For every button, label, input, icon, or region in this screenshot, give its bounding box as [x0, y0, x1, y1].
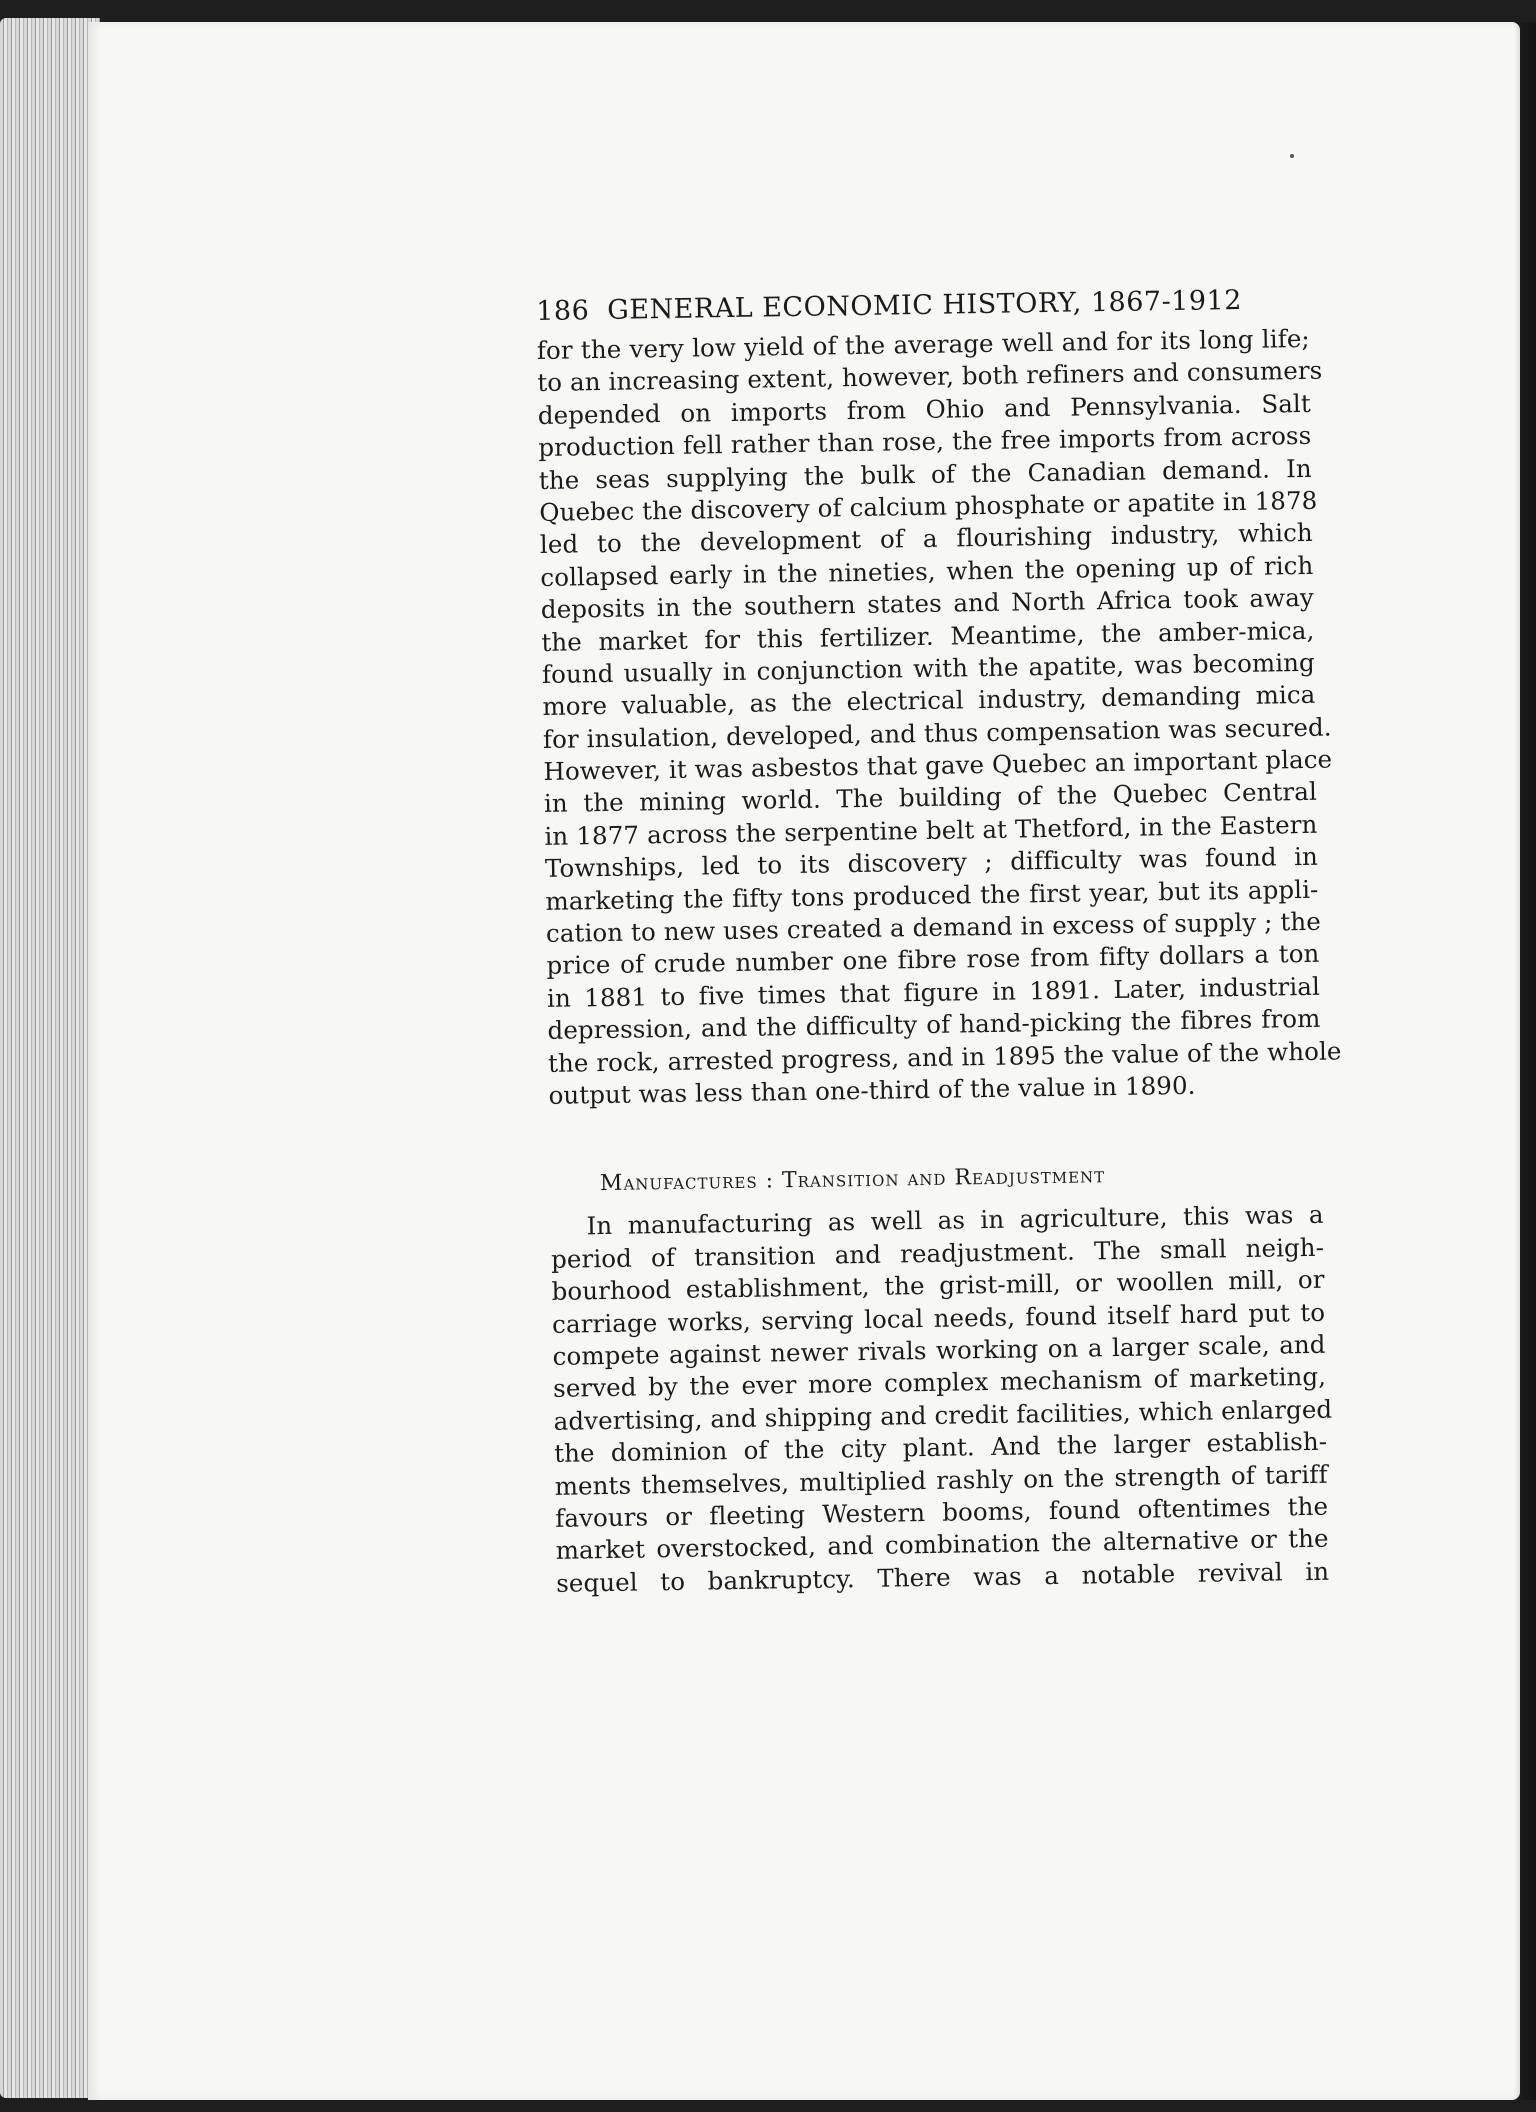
text-line: for insulation, developed, and thus compensation was secured. — [542, 712, 1332, 754]
text-line: cation to new uses created a demand in excess of supply ; the — [545, 906, 1322, 948]
text-line: price of crude number one fibre rose from fifty dollars a ton — [546, 939, 1320, 981]
text-line: the rock, arrested progress, and in 1895 the value of the whole — [547, 1036, 1342, 1078]
text-line: market overstocked, and combination the alternative or the — [555, 1523, 1329, 1566]
speck-mark — [1290, 154, 1294, 158]
text-line: advertising, and shipping and credit facilities, which enlarged — [553, 1394, 1333, 1436]
text-line: depended on imports from Ohio and Pennsylvania. Salt — [537, 388, 1312, 430]
running-head-title: GENERAL ECONOMIC HISTORY, 1867-1912 — [607, 284, 1243, 326]
text-line: deposits in the southern states and North Africa took away — [540, 582, 1315, 625]
text-line: the seas supplying the bulk of the Canadian demand. In — [538, 453, 1313, 495]
page-stack-edges — [0, 18, 100, 2098]
text-line: in 1881 to five times that figure in 1891. Later, industrial — [546, 971, 1321, 1013]
text-line: output was less than one-third of the value in 1890. — [548, 1070, 1196, 1110]
paragraph-2 — [550, 1199, 1333, 1600]
text-line: carriage works, serving local needs, found itself hard put to — [551, 1297, 1326, 1339]
text-line: However, it was asbestos that gave Quebec an important place — [543, 744, 1333, 787]
page-number: 186 — [536, 295, 590, 327]
text-line: Quebec the discovery of calcium phosphate or apatite in 1878 — [539, 485, 1318, 527]
text-line: sequel to bankruptcy. There was a notable revival in — [555, 1556, 1330, 1598]
text-line: Townships, led to its discovery ; difficulty was found in — [544, 842, 1319, 884]
text-line: served by the ever more complex mechanism of marketing, — [552, 1362, 1327, 1404]
text-line: marketing the fifty tons produced the first year, but its appli- — [545, 874, 1319, 916]
section-heading: Manufactures : Transition and Readjustment — [599, 1163, 1106, 1197]
text-line: compete against newer rivals working on a larger scale, and — [552, 1329, 1326, 1371]
text-line: period of transition and readjustment. The small neigh- — [550, 1232, 1325, 1274]
text-line: the dominion of the city plant. And the larger establish- — [553, 1426, 1328, 1468]
text-line: collapsed early in the nineties, when the opening up of rich — [540, 550, 1314, 592]
text-line: bourhood establishment, the grist-mill, or woollen mill, or — [551, 1264, 1325, 1307]
page-text — [536, 284, 1342, 1600]
text-line: production fell rather than rose, the free imports from across — [538, 421, 1312, 463]
text-line: led to the development of a flourishing industry, which — [539, 518, 1314, 560]
page-edge-shadow — [1514, 22, 1536, 2100]
text-line: ments themselves, multiplied rashly on the strength of tariff — [554, 1459, 1328, 1501]
text-line: favours or fleeting Western booms, found oftentimes the — [554, 1491, 1329, 1533]
text-line: for the very low yield of the average well and for its long life; — [536, 323, 1310, 365]
text-line: found usually in conjunction with the apatite, was becoming — [541, 647, 1316, 689]
text-line: depression, and the difficulty of hand-picking the fibres from — [547, 1003, 1321, 1046]
text-line: more valuable, as the electrical industry, demanding mica — [542, 680, 1316, 722]
text-line: in 1877 across the serpentine belt at Thetford, in the Eastern — [544, 809, 1318, 851]
text-line: to an increasing extent, however, both refiners and consumers — [537, 356, 1323, 398]
paragraph-1 — [536, 323, 1342, 1112]
text-line: the market for this fertilizer. Meantime, the amber-mica, — [541, 615, 1315, 657]
text-line: in the mining world. The building of the Quebec Central — [543, 777, 1318, 819]
text-line: In manufacturing as well as in agriculture, this was a — [586, 1200, 1324, 1241]
